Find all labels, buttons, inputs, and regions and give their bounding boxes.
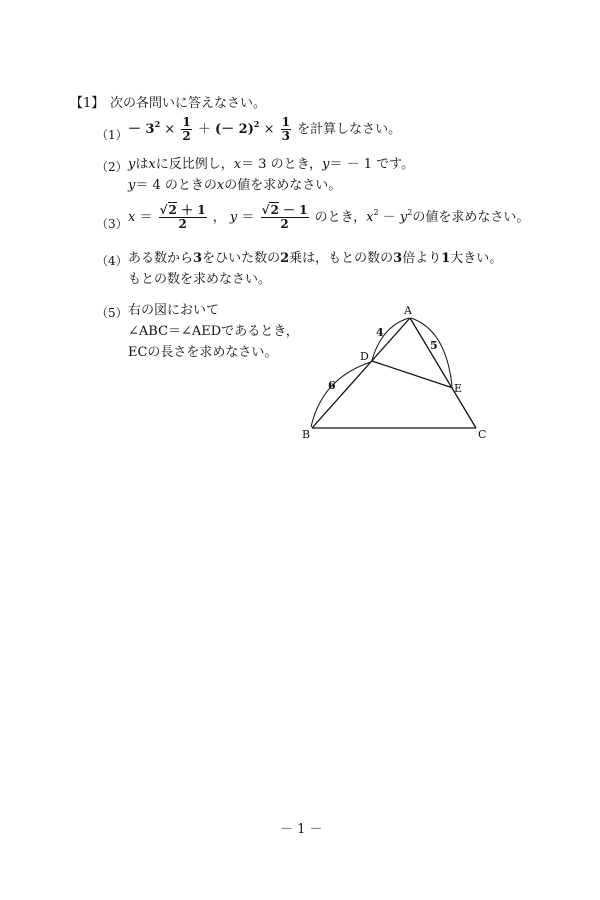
vertex-D-label: D: [360, 350, 369, 363]
segment-DE: [372, 361, 453, 388]
vertex-E-label: E: [454, 382, 463, 395]
q5-line2: ∠ABC＝∠AEDであるとき，: [128, 324, 299, 339]
length-AE-label: 5: [430, 339, 438, 352]
problem-label: [70, 96, 104, 112]
q3-fraction-x: $\frac{√2 + 1}{2}$: [159, 203, 206, 231]
problem-instruction: 次の各問いに答えなさい。: [110, 96, 267, 111]
length-DB-label: 6: [328, 379, 336, 392]
q4-number: （4）: [96, 254, 128, 268]
length-AD-label: 4: [376, 326, 384, 339]
q5-line1: 右の図において: [128, 303, 220, 318]
vertex-A-label: A: [404, 304, 412, 317]
side-AC: [410, 318, 476, 428]
q5-number: （5）: [96, 306, 128, 320]
q1-fraction-1: $\frac{1}{2}$: [182, 115, 191, 143]
vertex-B-label: B: [302, 428, 311, 441]
q3-expression: x ＝ $\frac{√2 + 1}{2}$ ， y ＝ $\frac{√2 - 1}{2}$ のとき，$x^2 - y^2$の値を求めなさい。: [128, 203, 530, 231]
vertex-C-label: C: [478, 428, 487, 441]
q3-fraction-y: $\frac{√2 - 1}{2}$: [261, 203, 308, 231]
q1-number: （1）: [96, 128, 128, 142]
q5-line3: ECの長さを求めなさい。: [128, 345, 278, 360]
q2-line1: yはxに反比例し，x＝ 3 のとき，y＝ － 1 です。: [128, 157, 415, 172]
q4-line1: ある数から3をひいた数の2乗は，もとの数の3倍より1大きい。: [128, 251, 503, 266]
q2-line2: y＝ 4 のときのxの値を求めなさい。: [128, 178, 342, 193]
triangle-figure: [290, 296, 500, 446]
q1-expression: － $3^2$ × $\frac{1}{2}$ ＋ (－ 2)$^2$ × $\frac{1}{3}$ を計算しなさい。: [128, 115, 402, 143]
q1-fraction-2: $\frac{1}{3}$: [281, 115, 290, 143]
side-AB: [312, 318, 410, 428]
q3-number: （3）: [96, 217, 128, 231]
q4-line2: もとの数を求めなさい。: [128, 272, 272, 287]
problem-number: 【1】: [70, 96, 105, 111]
q1-tail: を計算しなさい。: [297, 122, 402, 137]
q2-number: （2）: [96, 160, 128, 174]
page-number: － 1 －: [280, 822, 323, 837]
